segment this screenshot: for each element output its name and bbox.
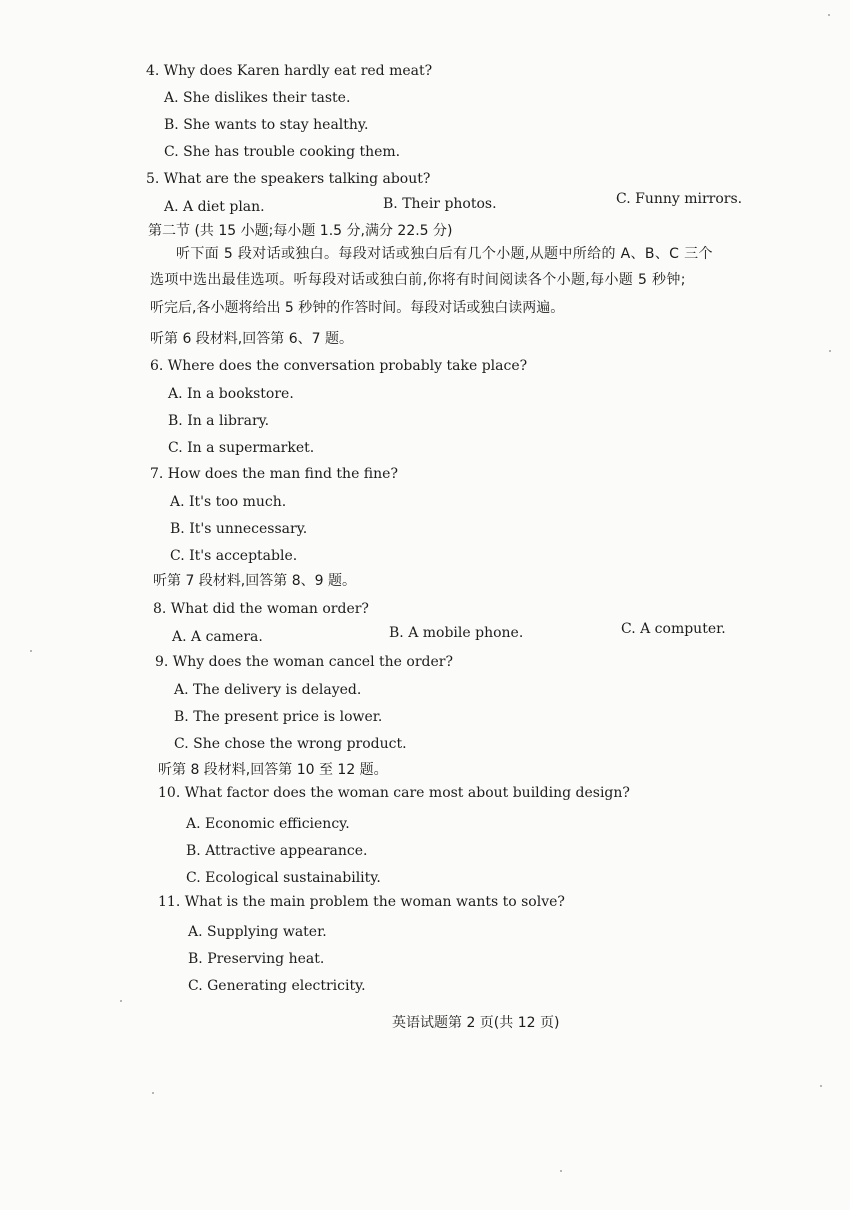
q9-option-a: A. The delivery is delayed. (174, 682, 362, 698)
q8-option-b: B. A mobile phone. (389, 625, 524, 641)
scan-speck (828, 14, 830, 16)
q5-option-c: C. Funny mirrors. (616, 191, 743, 207)
q5-option-b: B. Their photos. (383, 196, 497, 212)
q10-option-b: B. Attractive appearance. (186, 843, 368, 859)
q8-option-c: C. A computer. (621, 621, 726, 637)
q11-option-b: B. Preserving heat. (188, 951, 325, 967)
question-10: 10. What factor does the woman care most about building design? (158, 785, 630, 801)
scan-speck (829, 350, 831, 352)
question-8: 8. What did the woman order? (153, 601, 369, 617)
scan-speck (820, 1085, 822, 1087)
q7-option-b: B. It's unnecessary. (170, 521, 308, 537)
q4-option-a: A. She dislikes their taste. (164, 90, 351, 106)
q11-option-a: A. Supplying water. (188, 924, 327, 940)
section-heading: 第二节 (共 15 小题;每小题 1.5 分,满分 22.5 分) (148, 223, 453, 239)
material-7-heading: 听第 7 段材料,回答第 8、9 题。 (153, 573, 356, 589)
question-4: 4. Why does Karen hardly eat red meat? (146, 63, 433, 79)
q4-option-c: C. She has trouble cooking them. (164, 144, 401, 160)
q11-option-c: C. Generating electricity. (188, 978, 366, 994)
page-footer: 英语试题第 2 页(共 12 页) (392, 1015, 560, 1031)
scan-speck (120, 1000, 122, 1002)
material-6-heading: 听第 6 段材料,回答第 6、7 题。 (150, 331, 353, 347)
q6-option-a: A. In a bookstore. (168, 386, 294, 402)
q9-option-b: B. The present price is lower. (174, 709, 383, 725)
question-11: 11. What is the main problem the woman wants to solve? (158, 894, 565, 910)
question-9: 9. Why does the woman cancel the order? (155, 654, 453, 670)
q7-option-a: A. It's too much. (170, 494, 287, 510)
q4-option-b: B. She wants to stay healthy. (164, 117, 369, 133)
q6-option-b: B. In a library. (168, 413, 270, 429)
q7-option-c: C. It's acceptable. (170, 548, 298, 564)
scan-speck (152, 1092, 154, 1094)
instructions-line-2: 选项中选出最佳选项。听每段对话或独白前,你将有时间阅读各个小题,每小题 5 秒钟; (150, 272, 686, 288)
scan-speck (30, 650, 32, 652)
question-6: 6. Where does the conversation probably take place? (150, 358, 528, 374)
scan-speck (560, 1170, 562, 1172)
q9-option-c: C. She chose the wrong product. (174, 736, 407, 752)
material-8-heading: 听第 8 段材料,回答第 10 至 12 题。 (158, 762, 388, 778)
q8-option-a: A. A camera. (172, 629, 263, 645)
question-7: 7. How does the man find the fine? (150, 466, 398, 482)
q5-option-a: A. A diet plan. (164, 199, 265, 215)
instructions-line-1: 听下面 5 段对话或独白。每段对话或独白后有几个小题,从题中所给的 A、B、C 三个 (176, 246, 713, 262)
question-5: 5. What are the speakers talking about? (146, 171, 431, 187)
q10-option-c: C. Ecological sustainability. (186, 870, 381, 886)
q10-option-a: A. Economic efficiency. (186, 816, 350, 832)
q6-option-c: C. In a supermarket. (168, 440, 315, 456)
instructions-line-3: 听完后,各小题将给出 5 秒钟的作答时间。每段对话或独白读两遍。 (150, 300, 565, 316)
